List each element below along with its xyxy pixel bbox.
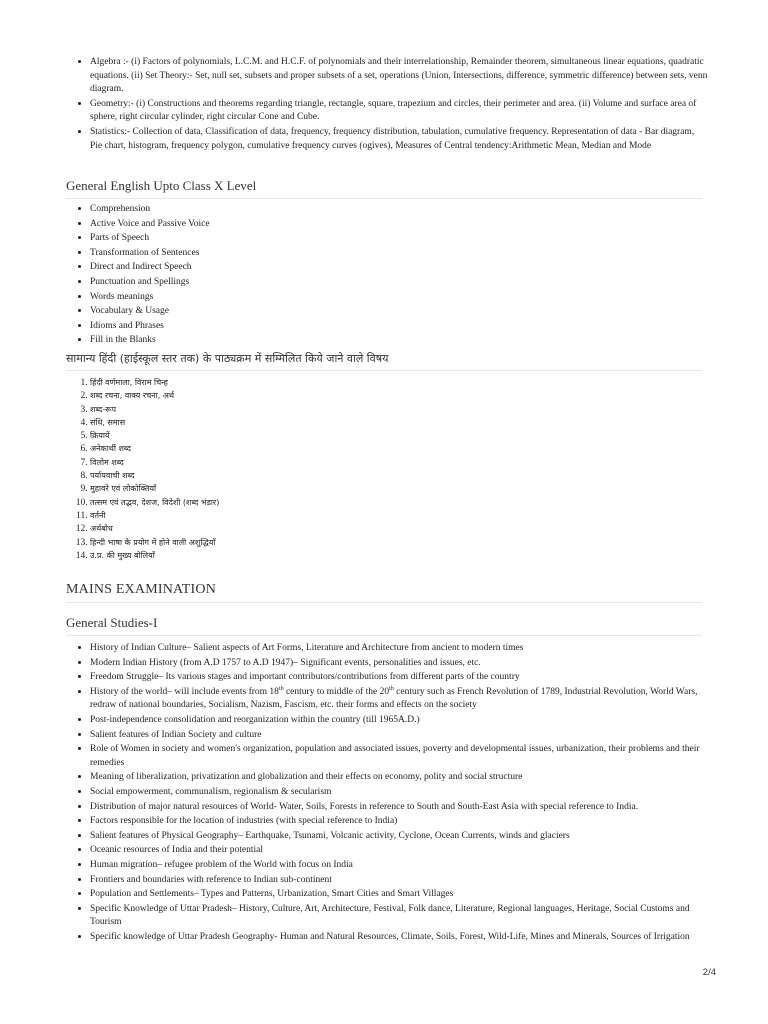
list-item <box>90 685 708 713</box>
list-item: • Direct and Indirect Speech <box>90 260 708 275</box>
list-item: • Salient features of Indian Society and culture <box>90 728 708 743</box>
list-item: • Parts of Speech <box>90 231 708 246</box>
list-item: • Frontiers and boundaries with reference to Indian sub-continent <box>90 873 708 888</box>
list-item: 6. अनेकार्थी शब्द <box>90 442 768 455</box>
list-item: 10. तत्सम एवं तद्भव, देशज, विदेशी (शब्द भंडार) <box>90 496 768 509</box>
list-item: • Distribution of major natural resources of World- Water, Soils, Forests in reference to South and South-East Asia with special reference to India. <box>90 800 708 815</box>
hindi-heading: सामान्य हिंदी (हाईस्कूल स्तर तक) के पाठ्यक्रम में सम्मिलित किये जाने वाले विषय <box>66 351 702 371</box>
list-item: 1. हिंदी वर्णमाला, विराम चिन्ह <box>90 376 768 389</box>
list-item: • Fill in the Blanks <box>90 333 708 348</box>
world-history-text: century to middle of the 20 <box>283 686 390 697</box>
list-item: 11. वर्तनी <box>90 509 768 522</box>
list-item: • Transformation of Sentences <box>90 246 708 261</box>
list-item: 9. मुहावरे एवं लोकोक्तियाँ <box>90 482 768 495</box>
list-item: • Vocabulary & Usage <box>90 304 708 319</box>
list-item: • Human migration– refugee problem of the World with focus on India <box>90 858 708 873</box>
world-history-text: century such as French Revolution of 1789, Industrial Revolution, World Wars, redraw of national boundaries, Socialism, Nazism, Fascism, etc. their forms and effects on the society <box>90 686 698 711</box>
list-item: 13. हिन्दी भाषा के प्रयोग में होने वाली अशुद्धियाँ <box>90 536 768 549</box>
list-item: • Words meanings <box>90 290 708 305</box>
list-item: • Meaning of liberalization, privatization and globalization and their effects on economy, polity and social structure <box>90 770 708 785</box>
list-item: • Oceanic resources of India and their potential <box>90 843 708 858</box>
english-topics-list <box>0 202 708 348</box>
list-item: • Specific knowledge of Uttar Pradesh Geography- Human and Natural Resources, Climate, Soils, Forest, Wild-Life, Mines and Minerals, Sources of Irrigation <box>90 930 708 945</box>
page-number: 2/4 <box>702 967 716 978</box>
world-history-text: History of the world– will include events from 18 <box>90 686 279 697</box>
list-item: • Specific Knowledge of Uttar Pradesh– History, Culture, Art, Architecture, Festival, Folk dance, Literature, Regional languages, Heritage, Social Customs and Tourism <box>90 902 708 930</box>
list-item: 3. शब्द-रूप <box>90 403 768 416</box>
list-item: • Modern Indian History (from A.D 1757 to A.D 1947)– Significant events, personalities and issues, etc. <box>90 656 708 671</box>
list-item: • Statistics:- Collection of data, Classification of data, frequency, frequency distribution, tabulation, cumulative frequency. Representation of data - Bar diagram, Pie chart, histogram, frequency polygon, cumulative frequency curves (ogives), Measures of Central tendency:Arithmetic Mean, Median and Mode <box>90 125 708 153</box>
list-item: 7. विलोम शब्द <box>90 456 768 469</box>
list-item: 2. शब्द रचना, वाक्य रचना, अर्थ <box>90 389 768 402</box>
list-item: • Algebra :- (i) Factors of polynomials, L.C.M. and H.C.F. of polynomials and their interrelationship, Remainder theorem, simultaneous linear equations, quadratic equations. (ii) Set Theory:- Set, null set, subsets and proper subsets of a set, operations (Union, Intersections, difference, symmetric difference) between sets, venn diagram. <box>90 55 708 97</box>
list-item: • Active Voice and Passive Voice <box>90 217 708 232</box>
list-item: • Idioms and Phrases <box>90 319 708 334</box>
list-item: • History of Indian Culture– Salient aspects of Art Forms, Literature and Architecture from ancient to modern times <box>90 641 708 656</box>
list-item: • Role of Women in society and women's organization, population and associated issues, poverty and developmental issues, urbanization, their problems and their remedies <box>90 742 708 770</box>
list-item: • Social empowerment, communalism, regionalism & secularism <box>90 785 708 800</box>
list-item: 5. क्रियायें <box>90 429 768 442</box>
superscript: th <box>389 685 394 692</box>
list-item: • Population and Settlements– Types and Patterns, Urbanization, Smart Cities and Smart Villages <box>90 887 708 902</box>
list-item: • Comprehension <box>90 202 708 217</box>
gs1-topics-list <box>0 641 708 944</box>
list-item: • Punctuation and Spellings <box>90 275 708 290</box>
maths-topics-list <box>0 55 708 153</box>
gs1-heading: General Studies-I <box>66 615 702 636</box>
list-item: 14. उ.प्र. की मुख्य बोलियाँ <box>90 549 768 562</box>
mains-heading: MAINS EXAMINATION <box>66 582 702 603</box>
list-item: • Post-independence consolidation and reorganization within the country (till 1965A.D.) <box>90 713 708 728</box>
list-item: 12. अर्थबोध <box>90 522 768 535</box>
list-item: • Geometry:- (i) Constructions and theorems regarding triangle, rectangle, square, trapezium and circles, their perimeter and area. (ii) Volume and surface area of sphere, right circular cylinder, right circular Cone and Cube. <box>90 97 708 125</box>
list-item: • Salient features of Physical Geography– Earthquake, Tsunami, Volcanic activity, Cyclone, Ocean Currents, winds and glaciers <box>90 829 708 844</box>
hindi-topics-list <box>0 376 768 562</box>
list-item: • Factors responsible for the location of industries (with special reference to India) <box>90 814 708 829</box>
list-item: 4. संधि, समास <box>90 416 768 429</box>
english-heading: General English Upto Class X Level <box>66 178 702 199</box>
list-item: 8. पर्यायवाची शब्द <box>90 469 768 482</box>
list-item: • Freedom Struggle– Its various stages and important contributors/contributions from different parts of the country <box>90 670 708 685</box>
superscript: th <box>278 685 284 692</box>
